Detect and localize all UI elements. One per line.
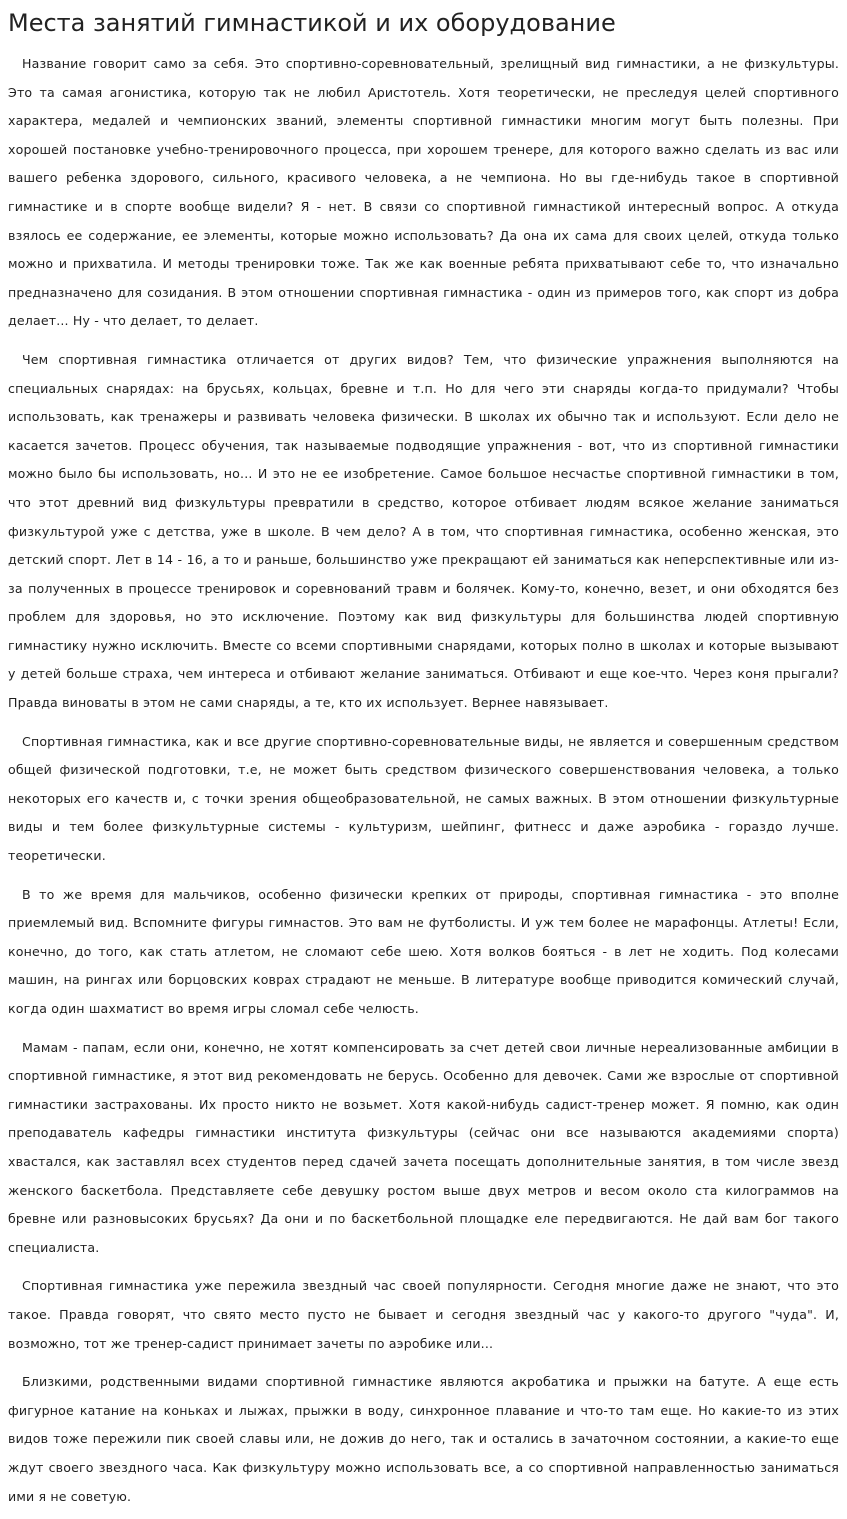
paragraph-popularity: Спортивная гимнастика уже пережила звездный час своей популярности. Сегодня многие даже не знают, что это такое. Правда говорят, что свято место пусто не бывает и сегодня звездный час у какого-то другого "чуда". И, возможно, тот же тренер-садист принимает зачеты по аэробике или... xyxy=(8,1278,839,1351)
page-title: Места занятий гимнастикой и их оборудование xyxy=(8,9,616,37)
paragraph-apparatus: Чем спортивная гимнастика отличается от других видов? Тем, что физические упражнения выполняются на специальных снарядах: на брусьях, кольцах, бревне и т.п. Но для чего эти снаряды когда-то придумали? Чтобы использовать, как тренажеры и развивать человека физически. В школах их обычно так и используют. Если дело не касается зачетов. Процесс обучения, так называемые подводящие упражнения - вот, что из спортивной гимнастики можно было бы использовать, но... И это не ее изобретение. Самое большое несчастье спортивной гимнастики в том, что этот древний вид физкультуры превратили в средство, которое отбивает людям всякое желание заниматься физкультурой уже с детства, уже в школе. В чем дело? А в том, что спортивная гимнастика, особенно женская, это детский спорт. Лет в 14 - 16, а то и раньше, большинство уже прекращают ей заниматься как неперспективные или из-за полученных в процессе тренировок и соревнований травм и болячек. Кому-то, конечно, везет, и они обходятся без проблем для здоровья, но это исключение. Поэтому как вид физкультуры для большинства людей спортивную гимнастику нужно исключить. Вместе со всеми спортивными снарядами, которых полно в школах и которые вызывают у детей больше страха, чем интереса и отбивают желание заниматься. Отбивают и еще кое-что. Через коня прыгали? Правда виноваты в этом не сами снаряды, а те, кто их использует. Вернее навязывает. xyxy=(8,351,839,711)
paragraph-general-training: Спортивная гимнастика, как и все другие спортивно-соревновательные виды, не является и совершенным средством общей физической подготовки, т.е, не может быть средством физического совершенствования человека, а только некоторых его качеств и, с точки зрения общеобразовательной, не самых важных. В этом отношении физкультурные виды и тем более физкультурные системы - культуризм, шейпинг, фитнесс и даже аэробика - гораздо лучше. теоретически. xyxy=(8,733,839,864)
paragraph-related-sports: Близкими, родственными видами спортивной гимнастике являются акробатика и прыжки на батуте. А еще есть фигурное катание на коньках и лыжах, прыжки в воду, синхронное плавание и что-то там еще. Но какие-то из этих видов тоже пережили пик своей славы или, не дожив до него, так и остались в зачаточном состоянии, а какие-то еще ждут своего звездного часа. Как физкультуру можно использовать все, а со спортивной направленностью заниматься ими я не советую. xyxy=(8,1374,839,1504)
paragraph-boys: В то же время для мальчиков, особенно физически крепких от природы, спортивная гимнастика - это вполне приемлемый вид. Вспомните фигуры гимнастов. Это вам не футболисты. И уж тем более не марафонцы. Атлеты! Если, конечно, до того, как стать атлетом, не сломают себе шею. Хотя волков бояться - в лет не ходить. Под колесами машин, на рингах или борцовских коврах страдают не меньше. В литературе вообще приводится комический случай, когда один шахматист во время игры сломал себе челюсть. xyxy=(8,886,839,1016)
paragraph-parents: Мамам - папам, если они, конечно, не хотят компенсировать за счет детей свои личные нереализованные амбиции в спортивной гимнастике, я этот вид рекомендовать не берусь. Особенно для девочек. Сами же взрослые от спортивной гимнастики застрахованы. Их просто никто не возьмет. Хотя какой-нибудь садист-тренер может. Я помню, как один преподаватель кафедры гимнастики института физкультуры (сейчас они все называются академиями спорта) хвастался, как заставлял всех студентов перед сдачей зачета посещать дополнительные занятия, в том числе звезд женского баскетбола. Представляете себе девушку ростом выше двух метров и весом около ста килограммов на бревне или разновысоких брусьях? Да они и по баскетбольной площадке еле передвигаются. Не дай вам бог такого специалиста. xyxy=(8,1039,839,1255)
paragraph-intro: Название говорит само за себя. Это спортивно-соревновательный, зрелищный вид гимнастики, а не физкультуры. Это та самая агонистика, которую так не любил Аристотель. Хотя теоретически, не преследуя целей спортивного характера, медалей и чемпионских званий, элементы спортивной гимнастики многим могут быть полезны. При хорошей постановке учебно-тренировочного процесса, при хорошем тренере, для которого важно сделать из вас или вашего ребенка здорового, сильного, красивого человека, а не чемпиона. Но вы где-нибудь такое в спортивной гимнастике и в спорте вообще видели? Я - нет. В связи со спортивной гимнастикой интересный вопрос. А откуда взялось ее содержание, ее элементы, которые можно использовать? Да она их сама для своих целей, откуда только можно и прихватила. И методы тренировки тоже. Так же как военные ребята прихватывают себе то, что изначально предназначено для созидания. В этом отношении спортивная гимнастика - один из примеров того, как спорт из добра делает... Ну - что делает, то делает. xyxy=(8,56,839,329)
